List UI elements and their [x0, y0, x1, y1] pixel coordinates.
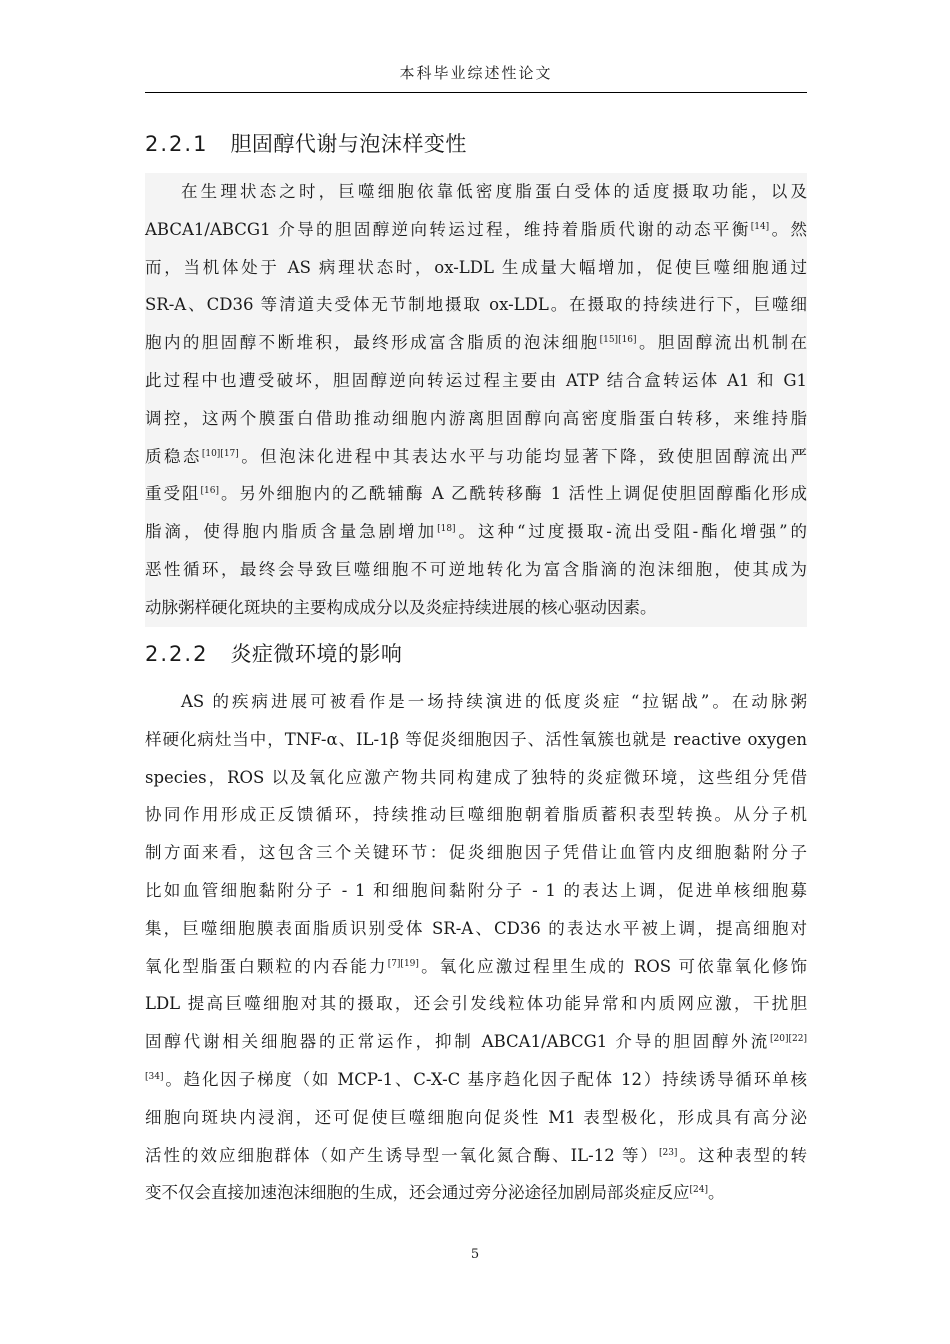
text-run: 调控，这两个膜蛋白借助推动细胞内游离胆固醇向高密度脂蛋白转移，来维持脂	[145, 408, 807, 428]
citation: [18]	[437, 524, 456, 535]
text-run: 在生理状态之时，巨噬细胞依靠低密度脂蛋白受体的适度摄取功能，以及	[181, 182, 807, 201]
text-line	[145, 589, 807, 627]
text-run: 样硬化病灶当中，TNF-α、IL-1β 等促炎细胞因子、活性氧簇也就是 reactive oxygen	[145, 729, 807, 749]
text-run: 固醇代谢相关细胞器的正常运作，抑制 ABCA1/ABCG1 介导的胆固醇外流	[145, 1032, 771, 1052]
text-line	[145, 173, 807, 211]
text-run: 集，巨噬细胞膜表面脂质识别受体 SR-A、CD36 的表达水平被上调，提高细胞对	[145, 918, 807, 938]
text-line	[145, 551, 807, 589]
section-number: 2.2.1	[145, 132, 209, 156]
text-run: 细胞向斑块内浸润，还可促使巨噬细胞向促炎性 M1 表型极化，形成具有高分泌	[145, 1107, 807, 1127]
text-line	[145, 721, 807, 759]
section-number: 2.2.2	[145, 642, 209, 666]
text-line	[145, 1061, 807, 1099]
text-line	[145, 1137, 807, 1175]
citation: [20][22]	[770, 1034, 807, 1045]
text-line	[145, 796, 807, 834]
text-line	[145, 910, 807, 948]
text-line	[145, 759, 807, 797]
text-run: 而，当机体处于 AS 病理状态时，ox-LDL 生成量大幅增加，促使巨噬细胞通过	[145, 257, 807, 277]
text-run: 。然	[769, 219, 808, 239]
citation: [24]	[689, 1185, 708, 1196]
text-run: 恶性循环，最终会导致巨噬细胞不可逆地转化为富含脂滴的泡沫细胞，使其成为	[145, 559, 807, 579]
citation: [7][19]	[387, 958, 419, 969]
section-title: 胆固醇代谢与泡沫样变性	[230, 132, 467, 156]
text-run: 氧化型脂蛋白颗粒的内吞能力	[145, 956, 388, 976]
header-rule	[145, 92, 807, 93]
text-line	[145, 1174, 807, 1212]
citation: [10][17]	[201, 448, 239, 459]
citation: [23]	[658, 1147, 678, 1158]
text-run: 脂滴，使得胞内脂质含量急剧增加	[145, 522, 438, 542]
text-run: 此过程中也遭受破坏，胆固醇逆向转运过程主要由 ATP 结合盒转运体 A1 和 G1	[145, 370, 807, 390]
text-run: SR-A、CD36 等清道夫受体无节制地摄取 ox-LDL。在摄取的持续进行下，巨噬细	[145, 295, 807, 315]
paragraph-cholesterol-metabolism	[145, 173, 807, 627]
citation: [16]	[200, 486, 219, 497]
text-run: 。这种表型的转	[677, 1145, 807, 1165]
text-line	[145, 438, 807, 476]
text-run: 制方面来看，这包含三个关键环节：促炎细胞因子凭借让血管内皮细胞黏附分子	[145, 843, 807, 863]
text-run: 。	[707, 1183, 725, 1203]
text-run: species，ROS 以及氧化应激产物共同构建成了独特的炎症微环境，这些组分凭借	[145, 767, 807, 787]
text-line	[145, 362, 807, 400]
text-run: ABCA1/ABCG1 介导的胆固醇逆向转运过程，维持着脂质代谢的动态平衡	[145, 219, 751, 239]
citation: [15][16]	[599, 335, 637, 346]
text-line	[145, 1023, 807, 1061]
text-run: LDL 提高巨噬细胞对其的摄取，还会引发线粒体功能异常和内质网应激，干扰胆	[145, 994, 807, 1014]
paragraph-inflammatory-microenvironment	[145, 683, 807, 1212]
text-line	[145, 286, 807, 324]
text-run: AS 的疾病进展可被看作是一场持续演进的低度炎症 “拉锯战”。在动脉粥	[181, 692, 807, 711]
page-number: 5	[470, 1247, 480, 1262]
text-line	[145, 324, 807, 362]
text-run: 动脉粥样硬化斑块的主要构成成分以及炎症持续进展的核心驱动因素。	[145, 597, 657, 617]
text-run: 重受阻	[145, 484, 201, 504]
text-line	[145, 400, 807, 438]
text-line	[145, 475, 807, 513]
text-run: 比如血管细胞黏附分子 - 1 和细胞间黏附分子 - 1 的表达上调，促进单核细胞募	[145, 880, 807, 900]
text-run: 。另外细胞内的乙酰辅酶 A 乙酰转移酶 1 活性上调促使胆固醇酯化形成	[219, 484, 807, 504]
text-run: 。趋化因子梯度（如 MCP-1、C-X-C 基序趋化因子配体 12）持续诱导循环单核	[163, 1069, 807, 1089]
text-line	[145, 211, 807, 249]
text-line	[145, 872, 807, 910]
text-run: 。这种“过度摄取-流出受阻-酯化增强”的	[455, 522, 808, 542]
text-run: 活性的效应细胞群体（如产生诱导型一氧化氮合酶、IL-12 等）	[145, 1145, 659, 1165]
text-line	[145, 985, 807, 1023]
text-run: 变不仅会直接加速泡沫细胞的生成，还会通过旁分泌途径加剧局部炎症反应	[145, 1183, 690, 1203]
text-run: 。胆固醇流出机制在	[636, 333, 808, 353]
text-run: 协同作用形成正反馈循环，持续推动巨噬细胞朝着脂质蓄积表型转换。从分子机	[145, 805, 807, 825]
text-line	[145, 1099, 807, 1137]
running-header: 本科毕业综述性论文	[399, 64, 553, 82]
text-run: 胞内的胆固醇不断堆积，最终形成富含脂质的泡沫细胞	[145, 333, 600, 353]
section-heading-2-2-1	[145, 128, 467, 158]
citation: [34]	[145, 1071, 164, 1082]
text-run: 质稳态	[145, 446, 202, 466]
text-line	[145, 249, 807, 287]
text-line	[145, 513, 807, 551]
text-line	[145, 948, 807, 986]
section-heading-2-2-2	[145, 638, 402, 668]
section-title: 炎症微环境的影响	[230, 642, 403, 666]
text-run: 。但泡沫化进程中其表达水平与功能均显著下降，致使胆固醇流出严	[238, 446, 808, 466]
text-line	[145, 683, 807, 721]
text-run: 。氧化应激过程里生成的 ROS 可依靠氧化修饰	[418, 956, 808, 976]
text-line	[145, 834, 807, 872]
citation: [14]	[750, 221, 770, 232]
